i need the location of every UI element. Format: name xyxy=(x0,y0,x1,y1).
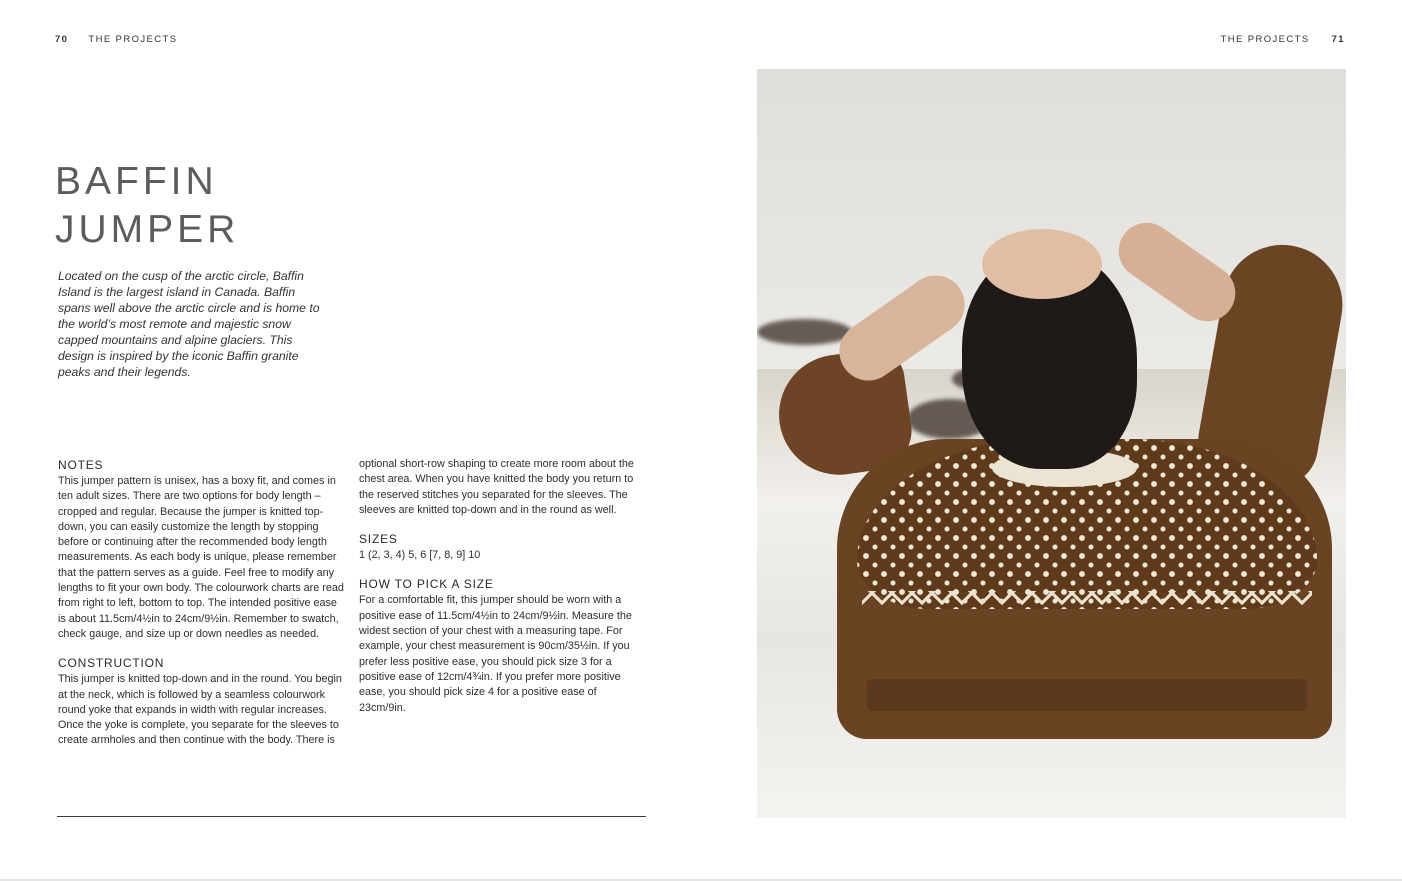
intro-paragraph: Located on the cusp of the arctic circle, Baffin Island is the largest island in Canada. Baffin spans well above the arctic circle and is home to the world’s most remote and majestic snow capped mountains and alpine glaciers. This design is inspired by the iconic Baffin granite peaks and their legends. xyxy=(58,269,320,379)
yoke-zigzag-border xyxy=(862,591,1312,611)
pattern-title xyxy=(55,158,239,254)
construction-heading: CONSTRUCTION xyxy=(58,656,165,671)
construction-body: This jumper is knitted top-down and in the round. You begin at the neck, which is followed by a seamless colourwork round yoke that expands in width with regular increases. Once the yoke is complete, you separate for the sleeves to create armholes and then continue with the body. There is xyxy=(58,673,342,747)
running-head-right-label: THE PROJECTS xyxy=(1220,34,1310,45)
how-to-pick-body: For a comfortable fit, this jumper should be worn with a positive ease of 11.5cm/4½in to 24cm/9½in. Measure the widest section of your chest with a measuring tape. For example, your chest measurement is 90cm/35½in. If you prefer less positive ease, you should pick size 3 for a positive ease of 12cm/4¾in. If you prefer more positive ease, you should pick size 4 for a positive ease of 23cm/9in. xyxy=(359,594,632,714)
running-head-left-label: THE PROJECTS xyxy=(88,34,178,45)
rock-shape xyxy=(757,319,852,345)
pattern-title-line-1: BAFFIN xyxy=(55,160,218,203)
sweater-hem-ribbing xyxy=(867,679,1307,711)
sizes-body: 1 (2, 3, 4) 5, 6 [7, 8, 9] 10 xyxy=(359,549,481,562)
text-column-left xyxy=(58,457,346,749)
sizes-heading: SIZES xyxy=(359,532,398,547)
sweater-photograph xyxy=(757,69,1346,818)
running-head-right xyxy=(1221,34,1346,45)
page-number-right: 71 xyxy=(1331,34,1345,45)
hands-on-head xyxy=(982,229,1102,299)
pattern-title-line-2: JUMPER xyxy=(55,208,240,251)
notes-body: This jumper pattern is unisex, has a boxy fit, and comes in ten adult sizes. There are two options for body length – cropped and regular. Because the jumper is knitted top-down, you can easily customize the length by stopping before or continuing after the recommended body length measurements. As each body is unique, please remember that the pattern serves as a guide. Feel free to modify any lengths to fit your own body. The colourwork charts are read from right to left, bottom to top. The intended positive ease is about 11.5cm/4½in to 24cm/9½in. Remember to swatch, check gauge, and size up or down needles as needed. xyxy=(58,475,344,640)
notes-heading: NOTES xyxy=(58,458,104,472)
bottom-rule xyxy=(57,816,646,817)
construction-body-continued: optional short-row shaping to create more room about the chest area. When you have knitted the body you return to the reserved stitches you separated for the sleeves. The sleeves are knitted top-down and in the round as well. xyxy=(359,458,634,516)
how-to-pick-heading: HOW TO PICK A SIZE xyxy=(359,577,494,592)
running-head-left xyxy=(55,34,178,45)
text-column-right xyxy=(359,457,645,716)
page-number-left: 70 xyxy=(55,34,69,45)
